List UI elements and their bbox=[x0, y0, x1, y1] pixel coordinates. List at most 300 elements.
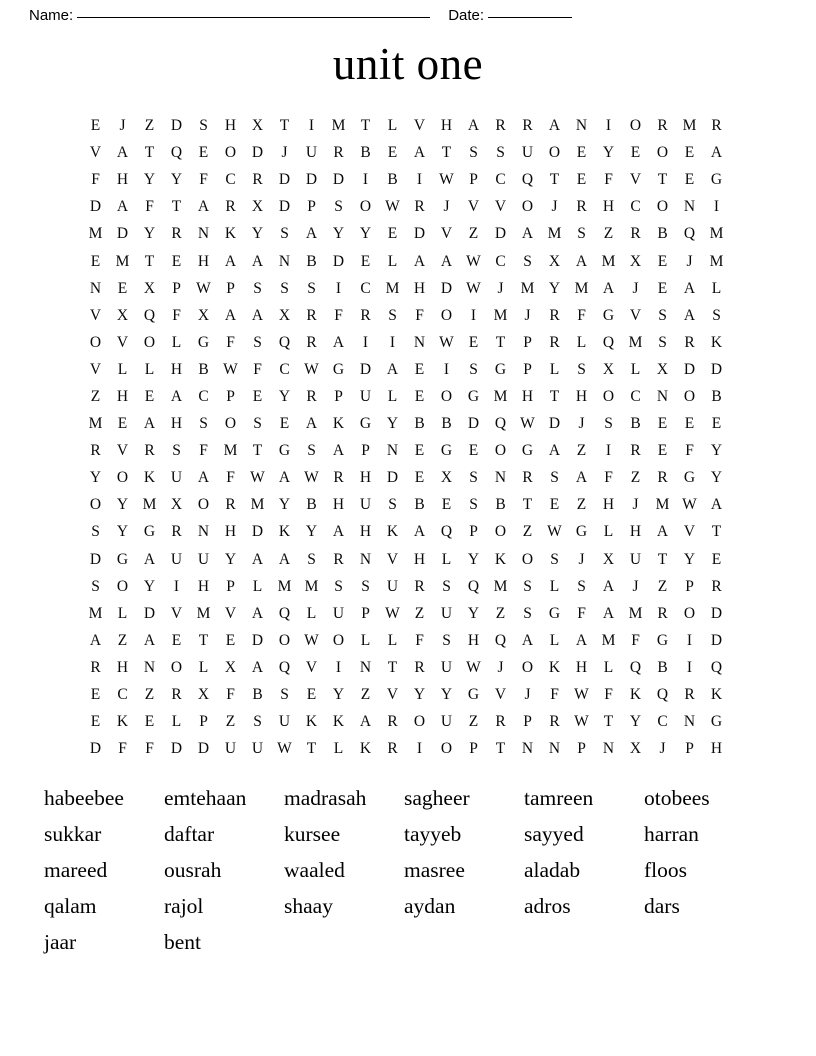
grid-letter[interactable]: V bbox=[440, 225, 453, 243]
grid-letter[interactable]: J bbox=[686, 252, 693, 270]
grid-letter[interactable]: R bbox=[387, 740, 398, 758]
grid-letter[interactable]: H bbox=[170, 415, 183, 433]
grid-letter[interactable]: D bbox=[89, 550, 102, 568]
grid-letter[interactable]: M bbox=[493, 387, 508, 405]
grid-letter[interactable]: G bbox=[494, 360, 507, 378]
grid-letter[interactable]: T bbox=[144, 252, 155, 270]
grid-letter[interactable]: C bbox=[198, 387, 209, 405]
grid-letter[interactable]: O bbox=[359, 198, 372, 216]
grid-letter[interactable]: Q bbox=[629, 658, 642, 676]
word-list-item[interactable]: dars bbox=[644, 894, 680, 918]
grid-letter[interactable]: B bbox=[387, 171, 398, 189]
grid-letter[interactable]: O bbox=[494, 442, 507, 460]
grid-letter[interactable]: J bbox=[443, 198, 450, 216]
grid-letter[interactable]: M bbox=[88, 225, 103, 243]
grid-letter[interactable]: U bbox=[440, 713, 453, 731]
grid-letter[interactable]: D bbox=[170, 740, 183, 758]
grid-letter[interactable]: W bbox=[385, 198, 400, 216]
grid-letter[interactable]: P bbox=[361, 442, 370, 460]
grid-letter[interactable]: E bbox=[198, 144, 209, 162]
grid-letter[interactable]: K bbox=[710, 686, 723, 704]
grid-letter[interactable]: O bbox=[197, 496, 210, 514]
grid-letter[interactable]: K bbox=[332, 713, 345, 731]
grid-letter[interactable]: Y bbox=[332, 225, 345, 243]
grid-letter[interactable]: Q bbox=[521, 171, 534, 189]
word-list-item[interactable]: ousrah bbox=[164, 858, 222, 882]
grid-letter[interactable]: O bbox=[521, 658, 534, 676]
grid-letter[interactable]: X bbox=[143, 279, 156, 297]
grid-letter[interactable]: F bbox=[226, 469, 235, 487]
grid-letter[interactable]: A bbox=[467, 117, 480, 135]
grid-letter[interactable]: B bbox=[414, 496, 425, 514]
grid-letter[interactable]: O bbox=[116, 577, 129, 595]
grid-letter[interactable]: A bbox=[440, 252, 453, 270]
grid-letter[interactable]: R bbox=[90, 442, 101, 460]
grid-letter[interactable]: E bbox=[90, 713, 101, 731]
grid-letter[interactable]: C bbox=[630, 387, 641, 405]
grid-letter[interactable]: A bbox=[602, 577, 615, 595]
grid-letter[interactable]: C bbox=[117, 686, 128, 704]
grid-letter[interactable]: A bbox=[278, 469, 291, 487]
grid-letter[interactable]: R bbox=[360, 306, 371, 324]
grid-letter[interactable]: F bbox=[199, 171, 208, 189]
grid-letter[interactable]: A bbox=[548, 117, 561, 135]
grid-letter[interactable]: S bbox=[280, 225, 289, 243]
grid-letter[interactable]: I bbox=[443, 360, 450, 378]
grid-letter[interactable]: D bbox=[89, 198, 102, 216]
grid-letter[interactable]: L bbox=[711, 279, 722, 297]
grid-letter[interactable]: Y bbox=[413, 686, 426, 704]
grid-letter[interactable]: M bbox=[655, 496, 670, 514]
grid-letter[interactable]: X bbox=[197, 306, 210, 324]
grid-letter[interactable]: H bbox=[197, 252, 210, 270]
grid-letter[interactable]: Z bbox=[657, 577, 668, 595]
word-list-item[interactable]: emtehaan bbox=[164, 786, 247, 810]
grid-letter[interactable]: N bbox=[494, 469, 507, 487]
grid-letter[interactable]: G bbox=[143, 523, 156, 541]
grid-letter[interactable]: C bbox=[495, 171, 506, 189]
grid-letter[interactable]: W bbox=[574, 686, 589, 704]
grid-letter[interactable]: V bbox=[683, 523, 696, 541]
grid-letter[interactable]: Y bbox=[116, 523, 129, 541]
grid-letter[interactable]: F bbox=[199, 442, 208, 460]
grid-letter[interactable]: Y bbox=[305, 523, 318, 541]
grid-letter[interactable]: O bbox=[89, 333, 102, 351]
grid-letter[interactable]: O bbox=[170, 658, 183, 676]
grid-letter[interactable]: J bbox=[578, 415, 585, 433]
grid-letter[interactable]: U bbox=[197, 550, 210, 568]
grid-letter[interactable]: Q bbox=[467, 577, 480, 595]
grid-letter[interactable]: L bbox=[549, 577, 560, 595]
grid-letter[interactable]: V bbox=[170, 604, 183, 622]
grid-letter[interactable]: D bbox=[710, 360, 723, 378]
grid-letter[interactable]: L bbox=[333, 740, 344, 758]
grid-letter[interactable]: K bbox=[629, 686, 642, 704]
grid-letter[interactable]: Q bbox=[278, 333, 291, 351]
grid-letter[interactable]: O bbox=[224, 144, 237, 162]
grid-letter[interactable]: K bbox=[143, 469, 156, 487]
grid-letter[interactable]: L bbox=[549, 631, 560, 649]
grid-letter[interactable]: P bbox=[523, 360, 532, 378]
grid-letter[interactable]: E bbox=[90, 252, 101, 270]
word-list-item[interactable]: aydan bbox=[404, 894, 456, 918]
grid-letter[interactable]: R bbox=[333, 469, 344, 487]
grid-letter[interactable]: Y bbox=[251, 225, 264, 243]
grid-letter[interactable]: B bbox=[495, 496, 506, 514]
grid-letter[interactable]: U bbox=[278, 713, 291, 731]
grid-letter[interactable]: U bbox=[305, 144, 318, 162]
grid-letter[interactable]: I bbox=[362, 333, 369, 351]
grid-letter[interactable]: Z bbox=[225, 713, 236, 731]
grid-letter[interactable]: J bbox=[659, 740, 666, 758]
grid-letter[interactable]: V bbox=[629, 171, 642, 189]
grid-letter[interactable]: V bbox=[494, 198, 507, 216]
grid-letter[interactable]: H bbox=[575, 387, 588, 405]
grid-letter[interactable]: A bbox=[197, 198, 210, 216]
grid-letter[interactable]: E bbox=[657, 279, 668, 297]
grid-letter[interactable]: W bbox=[304, 469, 319, 487]
grid-letter[interactable]: A bbox=[575, 631, 588, 649]
grid-letter[interactable]: B bbox=[306, 496, 317, 514]
grid-letter[interactable]: T bbox=[522, 496, 533, 514]
grid-letter[interactable]: F bbox=[415, 631, 424, 649]
grid-letter[interactable]: V bbox=[629, 306, 642, 324]
grid-letter[interactable]: Q bbox=[170, 144, 183, 162]
grid-letter[interactable]: N bbox=[683, 713, 696, 731]
grid-letter[interactable]: P bbox=[685, 577, 694, 595]
grid-letter[interactable]: M bbox=[277, 577, 292, 595]
word-list-item[interactable]: sukkar bbox=[44, 822, 102, 846]
grid-letter[interactable]: A bbox=[251, 604, 264, 622]
grid-letter[interactable]: W bbox=[520, 415, 535, 433]
grid-letter[interactable]: D bbox=[494, 225, 507, 243]
grid-letter[interactable]: N bbox=[575, 117, 588, 135]
grid-letter[interactable]: W bbox=[547, 523, 562, 541]
word-list-item[interactable]: mareed bbox=[44, 858, 108, 882]
word-list-item[interactable]: habeebee bbox=[44, 786, 124, 810]
grid-letter[interactable]: O bbox=[521, 198, 534, 216]
grid-letter[interactable]: M bbox=[601, 631, 616, 649]
grid-letter[interactable]: D bbox=[332, 252, 345, 270]
word-list-item[interactable]: tayyeb bbox=[404, 822, 462, 846]
grid-letter[interactable]: W bbox=[304, 631, 319, 649]
grid-letter[interactable]: L bbox=[198, 658, 209, 676]
grid-letter[interactable]: P bbox=[226, 387, 235, 405]
grid-letter[interactable]: N bbox=[656, 387, 669, 405]
grid-letter[interactable]: R bbox=[549, 306, 560, 324]
grid-letter[interactable]: O bbox=[548, 144, 561, 162]
grid-letter[interactable]: R bbox=[684, 333, 695, 351]
grid-letter[interactable]: L bbox=[306, 604, 317, 622]
grid-letter[interactable]: G bbox=[683, 469, 696, 487]
grid-letter[interactable]: A bbox=[386, 360, 399, 378]
grid-letter[interactable]: P bbox=[172, 279, 181, 297]
grid-letter[interactable]: S bbox=[307, 279, 316, 297]
grid-letter[interactable]: M bbox=[385, 279, 400, 297]
grid-letter[interactable]: L bbox=[144, 360, 155, 378]
grid-letter[interactable]: A bbox=[143, 631, 156, 649]
grid-letter[interactable]: I bbox=[686, 631, 693, 649]
grid-letter[interactable]: F bbox=[172, 306, 181, 324]
grid-letter[interactable]: R bbox=[171, 225, 182, 243]
grid-letter[interactable]: N bbox=[197, 523, 210, 541]
grid-letter[interactable]: U bbox=[224, 740, 237, 758]
grid-letter[interactable]: R bbox=[90, 658, 101, 676]
grid-letter[interactable]: D bbox=[548, 415, 561, 433]
grid-letter[interactable]: F bbox=[577, 306, 586, 324]
grid-letter[interactable]: O bbox=[494, 523, 507, 541]
grid-letter[interactable]: L bbox=[387, 387, 398, 405]
grid-letter[interactable]: Z bbox=[630, 469, 641, 487]
grid-letter[interactable]: X bbox=[170, 496, 183, 514]
grid-letter[interactable]: J bbox=[524, 686, 531, 704]
grid-letter[interactable]: A bbox=[251, 306, 264, 324]
grid-letter[interactable]: X bbox=[629, 740, 642, 758]
grid-letter[interactable]: I bbox=[335, 658, 342, 676]
grid-letter[interactable]: L bbox=[441, 550, 452, 568]
grid-letter[interactable]: E bbox=[171, 631, 182, 649]
grid-letter[interactable]: X bbox=[224, 658, 237, 676]
grid-letter[interactable]: D bbox=[251, 523, 264, 541]
grid-letter[interactable]: D bbox=[251, 631, 264, 649]
grid-letter[interactable]: S bbox=[172, 442, 181, 460]
grid-letter[interactable]: F bbox=[226, 686, 235, 704]
grid-letter[interactable]: H bbox=[521, 387, 534, 405]
grid-letter[interactable]: E bbox=[468, 442, 479, 460]
grid-letter[interactable]: P bbox=[226, 577, 235, 595]
grid-letter[interactable]: Q bbox=[494, 631, 507, 649]
grid-letter[interactable]: M bbox=[304, 577, 319, 595]
grid-letter[interactable]: G bbox=[548, 604, 561, 622]
grid-letter[interactable]: J bbox=[632, 577, 639, 595]
grid-letter[interactable]: K bbox=[710, 333, 723, 351]
grid-letter[interactable]: M bbox=[493, 577, 508, 595]
grid-letter[interactable]: S bbox=[658, 333, 667, 351]
grid-letter[interactable]: B bbox=[441, 415, 452, 433]
grid-letter[interactable]: S bbox=[469, 469, 478, 487]
grid-letter[interactable]: M bbox=[88, 415, 103, 433]
grid-letter[interactable]: O bbox=[332, 631, 345, 649]
grid-letter[interactable]: S bbox=[523, 577, 532, 595]
grid-letter[interactable]: R bbox=[630, 442, 641, 460]
grid-letter[interactable]: P bbox=[361, 604, 370, 622]
word-list-item[interactable]: otobees bbox=[644, 786, 710, 810]
word-list-item[interactable]: adros bbox=[524, 894, 571, 918]
grid-letter[interactable]: A bbox=[413, 252, 426, 270]
grid-letter[interactable]: K bbox=[494, 550, 507, 568]
grid-letter[interactable]: Y bbox=[710, 442, 723, 460]
grid-letter[interactable]: G bbox=[197, 333, 210, 351]
grid-letter[interactable]: D bbox=[359, 360, 372, 378]
grid-letter[interactable]: S bbox=[550, 550, 559, 568]
grid-letter[interactable]: R bbox=[414, 198, 425, 216]
grid-letter[interactable]: E bbox=[576, 144, 587, 162]
grid-letter[interactable]: B bbox=[657, 225, 668, 243]
grid-letter[interactable]: B bbox=[630, 415, 641, 433]
grid-letter[interactable]: C bbox=[279, 360, 290, 378]
grid-letter[interactable]: S bbox=[253, 333, 262, 351]
grid-letter[interactable]: L bbox=[576, 333, 587, 351]
grid-letter[interactable]: S bbox=[253, 279, 262, 297]
grid-letter[interactable]: O bbox=[116, 469, 129, 487]
grid-letter[interactable]: X bbox=[602, 360, 615, 378]
grid-letter[interactable]: Y bbox=[278, 387, 291, 405]
grid-letter[interactable]: A bbox=[683, 279, 696, 297]
grid-letter[interactable]: M bbox=[331, 117, 346, 135]
grid-letter[interactable]: Y bbox=[386, 415, 399, 433]
grid-letter[interactable]: N bbox=[521, 740, 534, 758]
grid-letter[interactable]: S bbox=[577, 225, 586, 243]
grid-letter[interactable]: S bbox=[253, 415, 262, 433]
grid-letter[interactable]: M bbox=[493, 306, 508, 324]
grid-letter[interactable]: D bbox=[116, 225, 129, 243]
grid-letter[interactable]: A bbox=[710, 144, 723, 162]
grid-letter[interactable]: F bbox=[253, 360, 262, 378]
grid-letter[interactable]: S bbox=[91, 577, 100, 595]
grid-letter[interactable]: L bbox=[603, 658, 614, 676]
grid-letter[interactable]: K bbox=[305, 713, 318, 731]
grid-letter[interactable]: F bbox=[145, 198, 154, 216]
grid-letter[interactable]: K bbox=[332, 415, 345, 433]
grid-letter[interactable]: E bbox=[306, 686, 317, 704]
grid-letter[interactable]: M bbox=[142, 496, 157, 514]
grid-letter[interactable]: B bbox=[360, 144, 371, 162]
grid-letter[interactable]: A bbox=[548, 442, 561, 460]
grid-letter[interactable]: A bbox=[116, 144, 129, 162]
grid-letter[interactable]: S bbox=[280, 279, 289, 297]
grid-letter[interactable]: N bbox=[602, 740, 615, 758]
grid-letter[interactable]: L bbox=[387, 117, 398, 135]
grid-letter[interactable]: E bbox=[657, 442, 668, 460]
grid-letter[interactable]: J bbox=[119, 117, 126, 135]
grid-letter[interactable]: A bbox=[710, 496, 723, 514]
grid-letter[interactable]: R bbox=[414, 577, 425, 595]
grid-letter[interactable]: E bbox=[657, 252, 668, 270]
grid-letter[interactable]: D bbox=[467, 415, 480, 433]
grid-letter[interactable]: W bbox=[682, 496, 697, 514]
grid-letter[interactable]: U bbox=[440, 604, 453, 622]
grid-letter[interactable]: W bbox=[304, 360, 319, 378]
grid-letter[interactable]: W bbox=[466, 658, 481, 676]
grid-letter[interactable]: V bbox=[305, 658, 318, 676]
grid-letter[interactable]: E bbox=[90, 117, 101, 135]
grid-letter[interactable]: O bbox=[683, 387, 696, 405]
grid-letter[interactable]: E bbox=[684, 144, 695, 162]
grid-letter[interactable]: D bbox=[170, 117, 183, 135]
grid-letter[interactable]: P bbox=[523, 333, 532, 351]
grid-letter[interactable]: X bbox=[440, 469, 453, 487]
grid-letter[interactable]: O bbox=[683, 604, 696, 622]
grid-letter[interactable]: Q bbox=[683, 225, 696, 243]
grid-letter[interactable]: J bbox=[281, 144, 288, 162]
grid-letter[interactable]: R bbox=[711, 577, 722, 595]
grid-letter[interactable]: E bbox=[414, 387, 425, 405]
grid-letter[interactable]: R bbox=[306, 387, 317, 405]
grid-letter[interactable]: K bbox=[224, 225, 237, 243]
grid-letter[interactable]: K bbox=[548, 658, 561, 676]
grid-letter[interactable]: G bbox=[656, 631, 669, 649]
grid-letter[interactable]: R bbox=[306, 306, 317, 324]
grid-letter[interactable]: A bbox=[656, 523, 669, 541]
grid-letter[interactable]: Z bbox=[576, 442, 587, 460]
grid-letter[interactable]: G bbox=[467, 387, 480, 405]
grid-letter[interactable]: I bbox=[470, 306, 477, 324]
grid-letter[interactable]: F bbox=[604, 469, 613, 487]
grid-letter[interactable]: S bbox=[334, 198, 343, 216]
grid-letter[interactable]: H bbox=[224, 523, 237, 541]
grid-letter[interactable]: E bbox=[630, 144, 641, 162]
word-list-item[interactable]: sagheer bbox=[404, 786, 470, 810]
grid-letter[interactable]: E bbox=[225, 631, 236, 649]
grid-letter[interactable]: L bbox=[387, 252, 398, 270]
grid-letter[interactable]: H bbox=[710, 740, 723, 758]
grid-letter[interactable]: U bbox=[629, 550, 642, 568]
grid-letter[interactable]: E bbox=[684, 415, 695, 433]
grid-letter[interactable]: H bbox=[413, 279, 426, 297]
grid-letter[interactable]: E bbox=[576, 171, 587, 189]
grid-letter[interactable]: N bbox=[386, 442, 399, 460]
grid-letter[interactable]: G bbox=[710, 713, 723, 731]
grid-letter[interactable]: E bbox=[387, 144, 398, 162]
grid-letter[interactable]: T bbox=[144, 144, 155, 162]
grid-letter[interactable]: L bbox=[252, 577, 263, 595]
grid-letter[interactable]: E bbox=[684, 171, 695, 189]
grid-letter[interactable]: A bbox=[170, 387, 183, 405]
grid-letter[interactable]: E bbox=[414, 469, 425, 487]
grid-letter[interactable]: W bbox=[385, 604, 400, 622]
grid-letter[interactable]: M bbox=[196, 604, 211, 622]
grid-letter[interactable]: Z bbox=[414, 604, 425, 622]
grid-letter[interactable]: U bbox=[440, 658, 453, 676]
grid-letter[interactable]: L bbox=[117, 360, 128, 378]
grid-letter[interactable]: F bbox=[604, 171, 613, 189]
grid-letter[interactable]: P bbox=[226, 279, 235, 297]
grid-letter[interactable]: P bbox=[307, 198, 316, 216]
grid-letter[interactable]: E bbox=[414, 442, 425, 460]
grid-letter[interactable]: R bbox=[549, 333, 560, 351]
grid-letter[interactable]: J bbox=[497, 279, 504, 297]
grid-letter[interactable]: F bbox=[118, 740, 127, 758]
grid-letter[interactable]: D bbox=[683, 360, 696, 378]
grid-letter[interactable]: I bbox=[335, 279, 342, 297]
grid-letter[interactable]: T bbox=[171, 198, 182, 216]
grid-letter[interactable]: L bbox=[360, 631, 371, 649]
grid-letter[interactable]: G bbox=[710, 171, 723, 189]
grid-letter[interactable]: A bbox=[116, 198, 129, 216]
grid-letter[interactable]: E bbox=[549, 496, 560, 514]
grid-letter[interactable]: I bbox=[173, 577, 180, 595]
grid-letter[interactable]: H bbox=[602, 496, 615, 514]
grid-letter[interactable]: A bbox=[197, 469, 210, 487]
grid-letter[interactable]: C bbox=[225, 171, 236, 189]
grid-letter[interactable]: H bbox=[224, 117, 237, 135]
grid-letter[interactable]: S bbox=[280, 686, 289, 704]
grid-letter[interactable]: X bbox=[251, 198, 264, 216]
grid-letter[interactable]: T bbox=[387, 658, 398, 676]
grid-letter[interactable]: U bbox=[251, 740, 264, 758]
grid-letter[interactable]: D bbox=[305, 171, 318, 189]
grid-letter[interactable]: X bbox=[656, 360, 669, 378]
grid-letter[interactable]: U bbox=[170, 469, 183, 487]
grid-letter[interactable]: S bbox=[334, 577, 343, 595]
grid-letter[interactable]: V bbox=[116, 442, 129, 460]
grid-letter[interactable]: J bbox=[497, 658, 504, 676]
grid-letter[interactable]: F bbox=[334, 306, 343, 324]
grid-letter[interactable]: D bbox=[710, 604, 723, 622]
grid-letter[interactable]: H bbox=[440, 117, 453, 135]
grid-letter[interactable]: X bbox=[197, 686, 210, 704]
grid-letter[interactable]: Z bbox=[468, 713, 479, 731]
